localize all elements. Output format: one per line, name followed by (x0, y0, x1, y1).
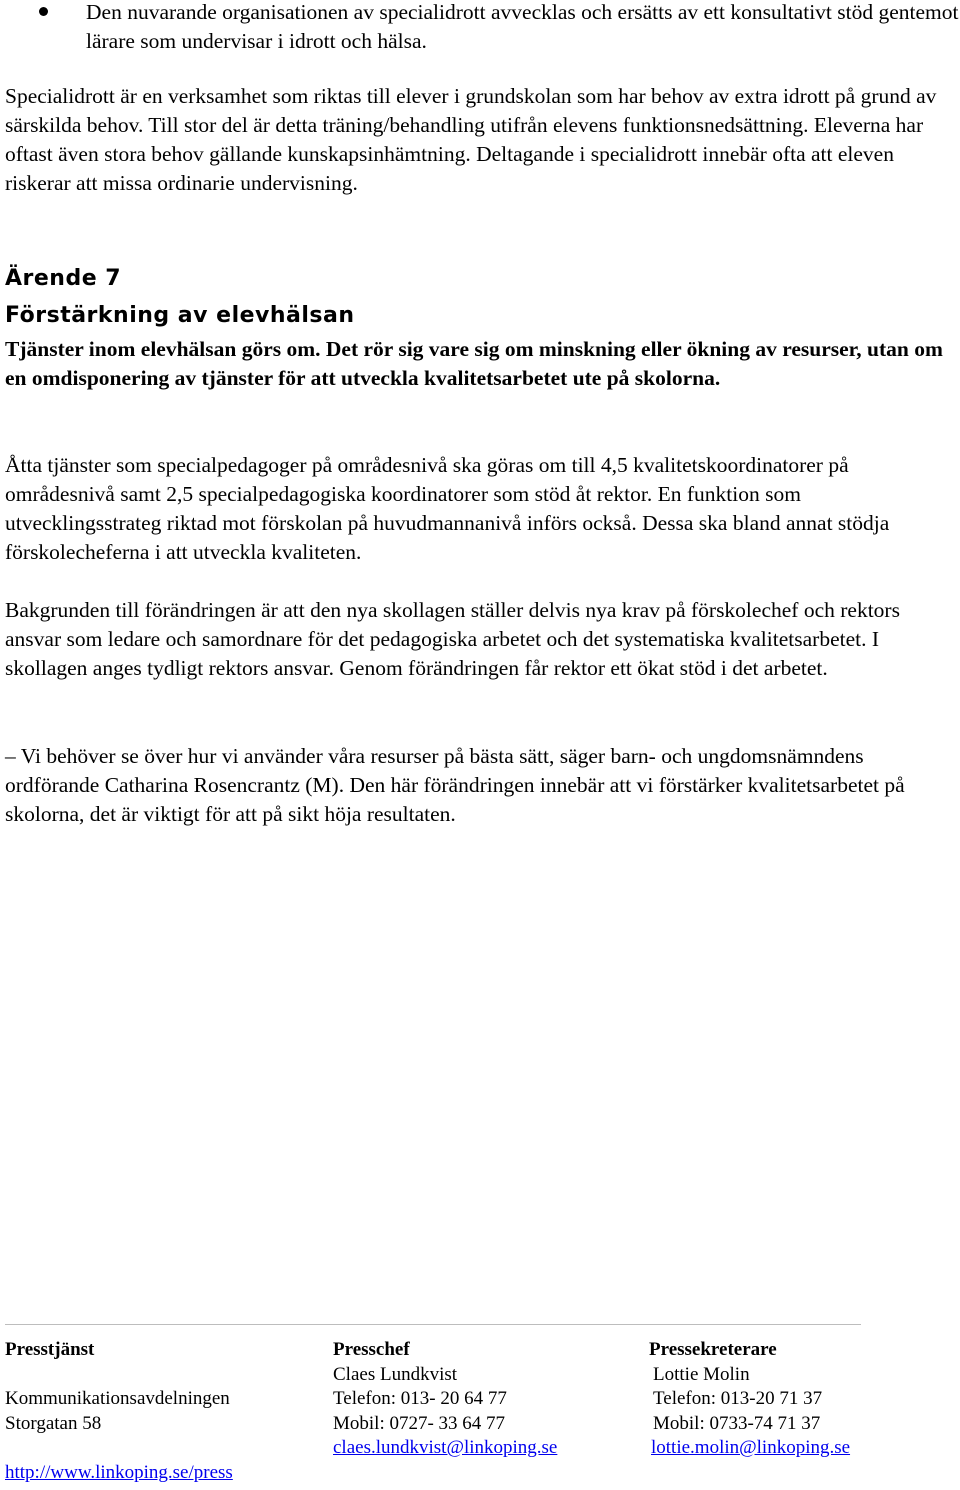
bullet-dot-icon (39, 7, 48, 16)
press-chief-name: Claes Lundkvist (333, 1363, 458, 1385)
paragraph-bakgrund: Bakgrunden till förändringen är att den nya skollagen ställer delvis nya krav på förskolechef och rektors ansvar som ledare och samordnare för det pedagogiska arbetet och det systematiska kvalitetsarbetet. I skollagen anges tydligt rektors ansvar. Genom förändringen får rektor ett ökat stöd i det arbetet. (5, 598, 900, 680)
press-secretary-mobile: Mobil: 0733-74 71 37 (653, 1412, 821, 1434)
press-service-department: Kommunikationsavdelningen (5, 1388, 230, 1409)
lead-paragraph: Tjänster inom elevhälsan görs om. Det rör sig vare sig om minskning eller ökning av resurser, utan om en omdisponering av tjänster för att utveckla kvalitetsarbetet ute på skolorna. (5, 337, 943, 390)
footer-press-service (5, 1338, 233, 1485)
press-chief-heading: Presschef (333, 1339, 410, 1360)
press-secretary-heading: Pressekreterare (649, 1339, 777, 1360)
press-chief-mobile: Mobil: 0727- 33 64 77 (333, 1412, 506, 1434)
press-service-url-link[interactable]: http://www.linkoping.se/press (5, 1461, 233, 1483)
press-secretary-name: Lottie Molin (653, 1363, 750, 1385)
press-secretary-phone: Telefon: 013-20 71 37 (653, 1388, 823, 1409)
footer-spacer (5, 1436, 233, 1461)
footer-divider (5, 1324, 861, 1325)
press-chief-email-link[interactable]: claes.lundkvist@linkoping.se (333, 1437, 558, 1458)
press-service-address: Storgatan 58 (5, 1412, 102, 1434)
footer-press-chief (333, 1338, 557, 1461)
paragraph-quote: – Vi behöver se över hur vi använder våra resurser på bästa sätt, säger barn- och ungdomsnämndens ordförande Catharina Rosencrantz (M). Den här förändringen innebär att vi förstärker kvalitetsarbetet på skolorna, det är viktigt för att på sikt höja resultaten. (5, 744, 905, 826)
press-secretary-email-link[interactable]: lottie.molin@linkoping.se (651, 1437, 851, 1458)
bullet-text: Den nuvarande organisationen av specialidrott avvecklas och ersätts av ett konsultativt stöd gentemot lärare som undervisar i idrott och hälsa. (86, 0, 959, 53)
footer-spacer (5, 1363, 233, 1388)
bullet-item (39, 0, 959, 56)
press-service-heading: Presstjänst (5, 1339, 95, 1360)
arende-number-heading: Ärende 7 (5, 266, 122, 291)
paragraph-atta-tjanster: Åtta tjänster som specialpedagoger på områdesnivå ska göras om till 4,5 kvalitetskoordinatorer på områdesnivå samt 2,5 specialpedagogiska koordinatorer som stöd åt rektor. En funktion som utvecklingsstrateg riktad mot förskolan på huvudmannanivå införs också. Dessa ska bland annat stödja förskolecheferna i att utveckla kvaliteten. (5, 453, 890, 564)
paragraph-specialidrott: Specialidrott är en verksamhet som riktas till elever i grundskolan som har behov av extra idrott på grund av särskilda behov. Till stor del är detta träning/behandling utifrån elevens funktionsnedsättning. Eleverna har oftast även stora behov gällande kunskapsinhämtning. Deltagande i specialidrott innebär ofta att eleven riskerar att missa ordinarie undervisning. (5, 84, 937, 195)
press-chief-phone: Telefon: 013- 20 64 77 (333, 1388, 507, 1409)
footer-press-secretary (649, 1338, 850, 1461)
arende-title-heading: Förstärkning av elevhälsan (5, 303, 355, 328)
